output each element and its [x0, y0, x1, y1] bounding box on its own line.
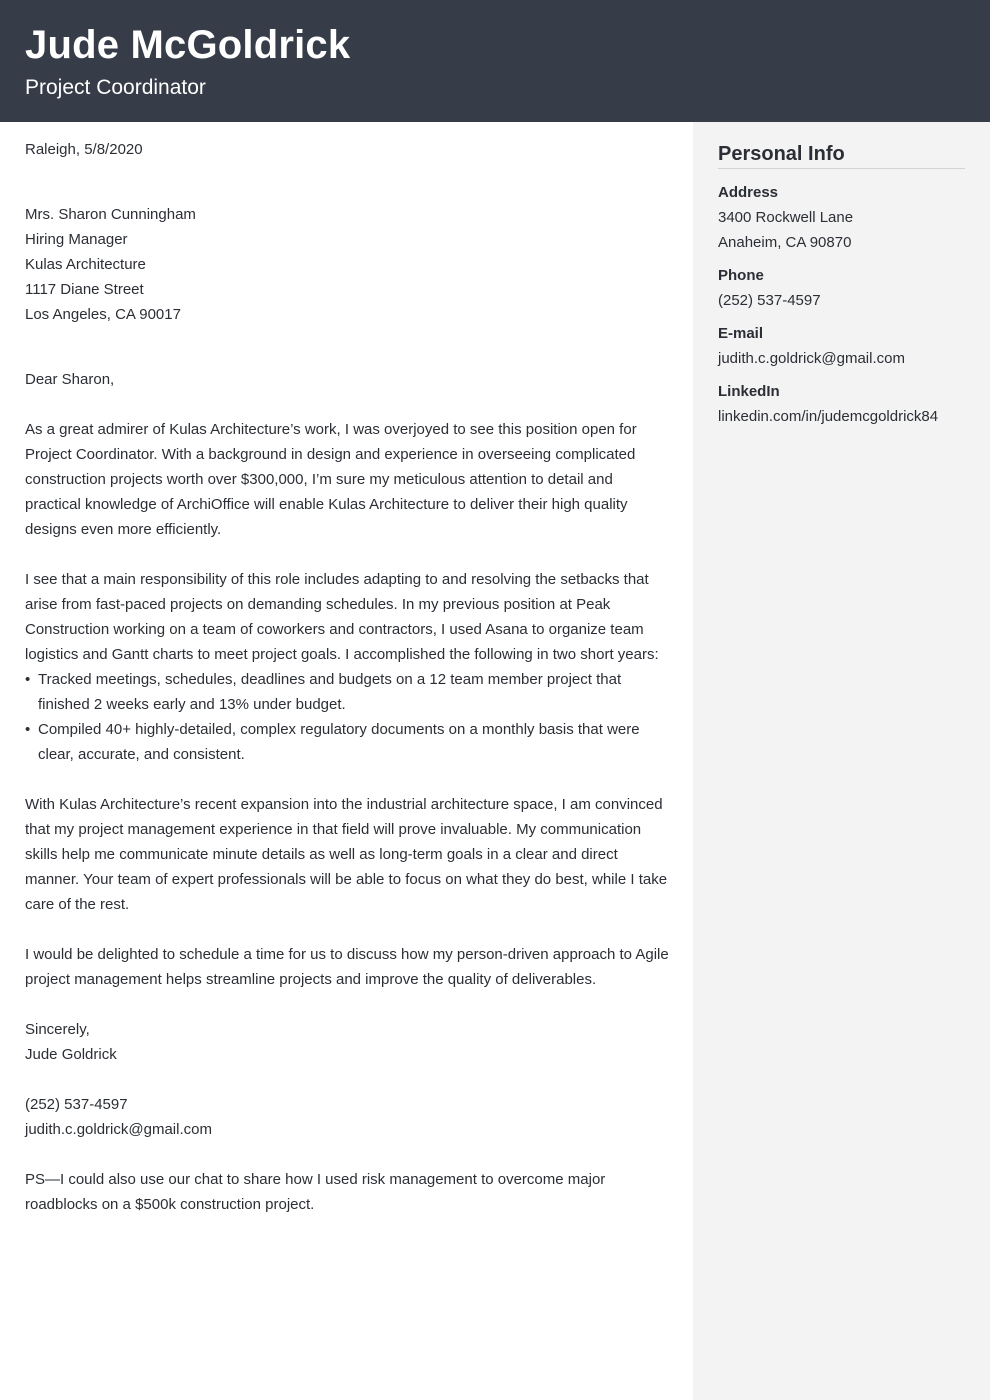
paragraph-fit: With Kulas Architecture’s recent expansion into the industrial architecture space, I am convinced that my project management experience in that field will prove invaluable. My communication skills help me communicate minute details as well as long-term goals in a clear and direct manner. Your team of expert professionals will be able to focus on what they do best, while I take care of the rest.	[25, 796, 668, 913]
contact-email: judith.c.goldrick@gmail.com	[25, 1121, 212, 1138]
recipient-title: Hiring Manager	[25, 231, 128, 248]
bullet-icon: •	[25, 671, 31, 688]
address-group	[718, 180, 978, 255]
closing: Sincerely,	[25, 1021, 90, 1038]
email-group	[718, 321, 978, 371]
phone-value: (252) 537-4597	[718, 292, 821, 309]
signature: Jude Goldrick	[25, 1046, 117, 1063]
recipient-name: Mrs. Sharon Cunningham	[25, 206, 196, 223]
greeting: Dear Sharon,	[25, 371, 115, 388]
email-value: judith.c.goldrick@gmail.com	[718, 350, 905, 367]
date-line: Raleigh, 5/8/2020	[25, 141, 143, 158]
sidebar-title: Personal Info	[718, 141, 965, 169]
linkedin-label: LinkedIn	[718, 383, 780, 400]
list-item-text: Compiled 40+ highly-detailed, complex regulatory documents on a monthly basis that were clear, accurate, and consistent.	[38, 721, 640, 763]
recipient-street: 1117 Diane Street	[25, 281, 144, 298]
list-item	[25, 717, 670, 767]
bullet-icon: •	[25, 721, 31, 738]
list-item-text: Tracked meetings, schedules, deadlines and budgets on a 12 team member project that finished 2 weeks early and 13% under budget.	[38, 671, 622, 713]
address-label: Address	[718, 184, 779, 201]
recipient-company: Kulas Architecture	[25, 256, 146, 273]
personal-info-sidebar	[693, 122, 990, 1400]
paragraph-intro: As a great admirer of Kulas Architecture’s work, I was overjoyed to see this position open for Project Coordinator. With a background in design and experience in overseeing complicated construction projects worth over $300,000, I’m sure my meticulous attention to detail and practical knowledge of ArchiOffice will enable Kulas Architecture to deliver their high quality designs even more efficiently.	[25, 421, 637, 538]
recipient-block	[25, 202, 670, 327]
postscript: PS—I could also use our chat to share how I used risk management to overcome major roadblocks on a $500k construction project.	[25, 1171, 606, 1213]
letter-body	[25, 137, 670, 1217]
phone-label: Phone	[718, 267, 764, 284]
header-banner	[0, 0, 990, 122]
applicant-name: Jude McGoldrick	[25, 23, 351, 67]
achievements-list	[25, 667, 670, 767]
address-line-2: Anaheim, CA 90870	[718, 234, 852, 251]
contact-phone: (252) 537-4597	[25, 1096, 128, 1113]
applicant-job-title: Project Coordinator	[25, 76, 206, 99]
personal-info-list	[718, 180, 978, 437]
email-label: E-mail	[718, 325, 764, 342]
paragraph-call-to-action: I would be delighted to schedule a time for us to discuss how my person-driven approach to Agile project management helps streamline projects and improve the quality of deliverables.	[25, 946, 669, 988]
list-item	[25, 667, 670, 717]
phone-group	[718, 263, 978, 313]
paragraph-experience: I see that a main responsibility of this role includes adapting to and resolving the setbacks that arise from fast-paced projects on demanding schedules. In my previous position at Peak Construction working on a team of coworkers and contractors, I used Asana to organize team logistics and Gantt charts to meet project goals. I accomplished the following in two short years:	[25, 571, 659, 663]
linkedin-group	[718, 379, 978, 429]
address-line-1: 3400 Rockwell Lane	[718, 209, 854, 226]
linkedin-value: linkedin.com/in/judemcgoldrick84	[718, 408, 939, 425]
recipient-city: Los Angeles, CA 90017	[25, 306, 181, 323]
